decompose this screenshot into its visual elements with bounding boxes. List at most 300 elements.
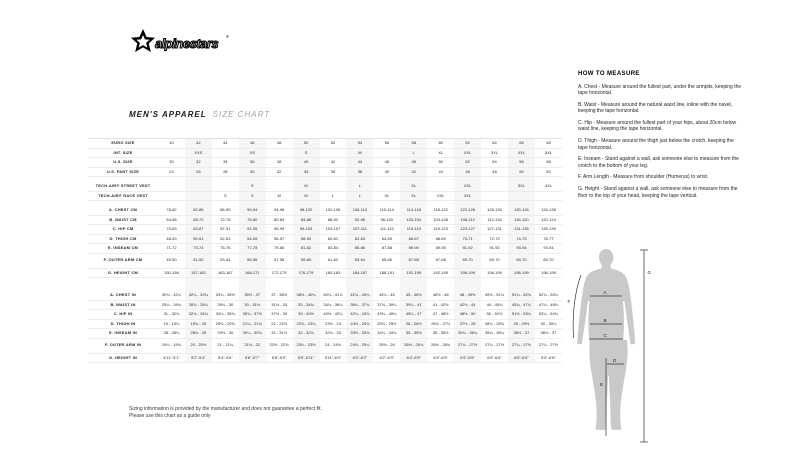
table-cell: 21¾ - 22 (239, 338, 266, 353)
table-cell: 28 (212, 167, 239, 177)
table-cell (212, 182, 239, 191)
table-cell: 68-69 (427, 234, 454, 244)
row-label: INT. SIZE (88, 148, 158, 158)
table-cell: 19¼ - 19¾ (158, 338, 185, 353)
table-cell: 126-130 (481, 206, 508, 215)
size-table-body (88, 139, 562, 363)
table-cell: 196-199 (535, 268, 562, 278)
table-cell: 32 (185, 158, 212, 168)
table-cell: 58 (535, 158, 562, 168)
table-cell: 75-76 (212, 244, 239, 254)
table-cell: 23¼ - 23½ (293, 338, 320, 353)
footer-disclaimer (129, 406, 322, 420)
table-cell: 44 - 45¾ (481, 300, 508, 310)
table-cell: 114-118 (400, 206, 427, 215)
table-cell (508, 191, 535, 201)
table-cell: 37 - 38½ (266, 291, 293, 300)
table-cell: 34¼ - 35¾ (212, 310, 239, 320)
table-cell: 98-102 (293, 206, 320, 215)
table-cell: L (400, 148, 427, 158)
table-cell: 39¼ - 41 (400, 300, 427, 310)
table-cell: 196-199 (481, 268, 508, 278)
table-cell: 68 (535, 139, 562, 149)
measure-item: D. Thigh - Measure around the thigh just below the crotch, keeping the tape horizontal. (578, 138, 734, 151)
table-cell (535, 191, 562, 201)
disclaimer-line-2: Please use this chart as a guide only (129, 413, 211, 419)
table-cell: 32¾ - 34¼ (185, 310, 212, 320)
table-cell: 52 (320, 139, 347, 149)
row-label: F. OUTER ARM IN (88, 338, 158, 353)
table-cell: 89-90 (400, 244, 427, 254)
table-cell: 91-95 (239, 225, 266, 235)
table-row (88, 167, 562, 177)
table-cell: 33¾ - 35½ (212, 291, 239, 300)
table-cell: XL (427, 148, 454, 158)
row-label: EURO SIZE (88, 139, 158, 149)
table-cell: 49-50 (158, 253, 185, 268)
table-cell: 26 - 26½ (400, 319, 427, 329)
table-cell: XL (400, 182, 427, 191)
table-row (88, 291, 562, 300)
row-label: A. CHEST CM (88, 206, 158, 215)
table-cell: 24 (158, 167, 185, 177)
table-cell (481, 191, 508, 201)
table-cell: 54 (481, 158, 508, 168)
table-cell: XXL (427, 191, 454, 201)
table-cell: 116-120 (508, 215, 535, 225)
table-cell: 40¼ - 41¾ (320, 291, 347, 300)
table-cell: 87-91 (212, 225, 239, 235)
table-row (88, 139, 562, 149)
row-label: E. INSEAM IN (88, 329, 158, 339)
table-cell: 30 (239, 167, 266, 177)
table-cell: 21 - 21¼ (212, 338, 239, 353)
table-cell (266, 148, 293, 158)
table-cell: 93-94 (535, 244, 562, 254)
table-cell: 123-127 (454, 225, 481, 235)
table-cell: 33½ - 33¾ (346, 329, 373, 339)
table-cell: 50 (508, 167, 535, 177)
table-cell: 176-179 (293, 268, 320, 278)
table-cell: 26½ - 26¾ (400, 338, 427, 353)
table-cell: 81-82 (293, 244, 320, 254)
row-label: C. HIP CM (88, 225, 158, 235)
table-cell: 54-55 (239, 234, 266, 244)
table-cell: 72-76 (212, 215, 239, 225)
table-cell: 90-94 (239, 206, 266, 215)
table-cell: 56 (508, 158, 535, 168)
table-cell: 26¾ - 28¼ (185, 300, 212, 310)
table-cell: 6'5"-6'6" (481, 353, 508, 363)
table-cell: 38 (266, 158, 293, 168)
table-cell: 69-70 (535, 253, 562, 268)
table-cell: 30¾ - 32¼ (158, 291, 185, 300)
table-spacer-cell (266, 278, 293, 292)
table-cell: 44 (212, 139, 239, 149)
row-label: G. HEIGHT CM (88, 268, 158, 278)
table-cell: 40½ - 42¼ (320, 310, 347, 320)
figure-label-waist: B (603, 318, 607, 323)
table-cell: 172-175 (266, 268, 293, 278)
table-cell: 27¼ - 27½ (481, 338, 508, 353)
table-cell: 99-103 (293, 225, 320, 235)
table-cell: 51¼ - 52¾ (508, 291, 535, 300)
table-cell: 80-84 (266, 215, 293, 225)
table-spacer-cell (346, 278, 373, 292)
table-cell: 35¾ - 37½ (239, 310, 266, 320)
table-cell: 192-195 (427, 268, 454, 278)
table-cell: M (293, 182, 320, 191)
table-cell: 72-73 (481, 234, 508, 244)
table-cell: 32 - 32¼ (293, 329, 320, 339)
registered-mark: ® (226, 34, 229, 39)
table-cell: 32¾ - 33 (320, 329, 347, 339)
table-cell: 50 - 51½ (481, 310, 508, 320)
row-label: D. THIGH IN (88, 319, 158, 329)
table-cell: 106-110 (346, 206, 373, 215)
table-cell: XL (400, 191, 427, 201)
table-cell: 31½ - 33 (266, 300, 293, 310)
table-cell: 31 - 31½ (266, 329, 293, 339)
table-cell: 35¾ - 36¼ (454, 329, 481, 339)
table-cell (427, 182, 454, 191)
table-cell: 26½ - 26¾ (427, 338, 454, 353)
table-cell: 19¾ - 20 (185, 319, 212, 329)
table-cell: 69-70 (454, 253, 481, 268)
table-cell (212, 148, 239, 158)
table-cell: 163-167 (212, 268, 239, 278)
table-cell: L (346, 191, 373, 201)
table-cell: 196-199 (508, 268, 535, 278)
table-cell: 34¼ - 34¾ (373, 329, 400, 339)
table-cell: 55-56 (239, 253, 266, 268)
table-row (88, 148, 562, 158)
table-spacer-cell (454, 278, 481, 292)
page-title (129, 110, 270, 119)
table-row (88, 338, 562, 353)
table-cell: 69-70 (481, 253, 508, 268)
table-spacer-cell (481, 278, 508, 292)
table-cell: 47¼ - 48¾ (535, 300, 562, 310)
table-cell: 110-114 (373, 206, 400, 215)
table-cell: 22 - 22½ (266, 319, 293, 329)
table-cell: 35 - 35½ (400, 329, 427, 339)
table-cell (320, 148, 347, 158)
table-cell: 30 (158, 158, 185, 168)
table-cell: 29½ - 30 (212, 329, 239, 339)
table-cell: 4'11"-5'1" (158, 353, 185, 363)
table-cell: 42½ - 44 (454, 300, 481, 310)
alpinestars-logo (128, 28, 234, 58)
table-cell: 150-156 (158, 268, 185, 278)
table-cell: 47 - 48½ (427, 310, 454, 320)
table-cell: 42¼ - 43¾ (346, 310, 373, 320)
table-cell: 6'5"-6'6" (535, 353, 562, 363)
table-cell: 96-100 (373, 215, 400, 225)
table-row (88, 300, 562, 310)
table-cell: 32 (266, 167, 293, 177)
table-cell: 38 (346, 167, 373, 177)
table-cell: 70-71 (454, 234, 481, 244)
table-cell: 45¼ - 47 (400, 310, 427, 320)
table-cell: 184-187 (346, 268, 373, 278)
table-cell: 135-139 (535, 225, 562, 235)
measure-list (578, 84, 742, 199)
table-cell: 60 (427, 139, 454, 149)
table-cell: 28¼ - 30 (212, 300, 239, 310)
table-cell: 5'9"-5'11" (293, 353, 320, 363)
table-cell: 62 (454, 139, 481, 149)
table-cell: 26 (185, 167, 212, 177)
table-cell: 5'4"-5'6" (212, 353, 239, 363)
table-cell: 41 - 42½ (427, 300, 454, 310)
table-cell: 79-83 (158, 225, 185, 235)
table-cell: 52 (454, 158, 481, 168)
table-cell: 19 - 19¼ (158, 319, 185, 329)
table-cell: 48 (481, 167, 508, 177)
table-cell: 27¼ - 27½ (535, 338, 562, 353)
table-cell: 41¾ - 43¼ (346, 291, 373, 300)
table-cell: 46 (454, 167, 481, 177)
table-cell: 37½ - 39 (266, 310, 293, 320)
table-cell: 111-115 (373, 225, 400, 235)
table-cell: 122-126 (454, 206, 481, 215)
table-cell: 188-191 (373, 268, 400, 278)
table-cell: 64 (481, 139, 508, 149)
table-cell: 56-57 (266, 234, 293, 244)
table-cell: 64-68 (158, 215, 185, 225)
table-cell (373, 148, 400, 158)
table-cell: 21¼ - 21¾ (239, 319, 266, 329)
table-cell: 74-75 (508, 234, 535, 244)
table-cell: 30 - 30¼ (535, 319, 562, 329)
table-row (88, 206, 562, 215)
table-cell: 73-74 (185, 244, 212, 254)
table-cell: 33 - 34¾ (293, 300, 320, 310)
table-cell: 30 - 31½ (239, 300, 266, 310)
table-cell: 48 - 49½ (454, 291, 481, 300)
row-label: U.S. SIZE (88, 158, 158, 168)
table-cell: 196-199 (454, 268, 481, 278)
row-label: G. HEIGHT IN (88, 353, 158, 363)
table-cell: XXS (185, 148, 212, 158)
table-cell: 50 (293, 139, 320, 149)
table-cell: 82-86 (185, 206, 212, 215)
table-cell: 42 (185, 139, 212, 149)
table-cell: 25¼ - 26¾ (158, 300, 185, 310)
table-cell: S (239, 191, 266, 201)
table-cell: 107-111 (346, 225, 373, 235)
table-row (88, 319, 562, 329)
table-cell: 53¼ - 54¾ (535, 310, 562, 320)
table-cell: 5'6"-5'7" (239, 353, 266, 363)
table-cell: 32¼ - 33¾ (185, 291, 212, 300)
table-cell: 40 (293, 158, 320, 168)
table-spacer-cell (373, 278, 400, 292)
table-cell: 38½ - 40¼ (293, 291, 320, 300)
table-row (88, 158, 562, 168)
table-cell: 35¾ - 36¼ (481, 329, 508, 339)
row-label: F. OUTER ARM CM (88, 253, 158, 268)
row-label: TECH-AIR® RACE VEST (88, 191, 158, 201)
table-cell: 6'5"-6'6" (508, 353, 535, 363)
table-cell: 59-60 (293, 253, 320, 268)
table-cell: 91-92 (481, 244, 508, 254)
table-cell: 5'2"-5'4" (185, 353, 212, 363)
measure-item: G. Height - Stand against a wall, ask someone else to measure from the floor to the top of your head, keeping the tape vertical. (578, 186, 738, 199)
table-cell: 42 (320, 158, 347, 168)
table-cell: 134-138 (535, 206, 562, 215)
table-cell: S (293, 148, 320, 158)
table-cell: 20½ - 20¾ (212, 319, 239, 329)
table-cell: 44 (427, 167, 454, 177)
table-cell: 30¼ - 30¾ (239, 329, 266, 339)
table-cell: 27¼ - 27½ (508, 338, 535, 353)
table-cell: 157-162 (185, 268, 212, 278)
table-cell: 88-92 (320, 215, 347, 225)
table-cell: 40 (373, 167, 400, 177)
table-cell: M (293, 191, 320, 201)
table-cell: 46½ - 48 (427, 291, 454, 300)
table-cell: 62-63 (346, 234, 373, 244)
figure-label-inseam: E (600, 382, 604, 387)
table-cell: 77-78 (239, 244, 266, 254)
how-to-measure-section (578, 71, 742, 204)
body-silhouette-icon (566, 246, 660, 451)
table-cell: 100-104 (400, 215, 427, 225)
table-cell: 27½ - 28 (454, 319, 481, 329)
table-row (88, 353, 562, 363)
measure-item: E. Inseam - Stand against a wall, ask someone else to measure from the crotch to the bottom of your leg. (578, 156, 739, 169)
table-row (88, 244, 562, 254)
table-cell: 5'11"-6'0" (320, 353, 347, 363)
table-cell: 50 (427, 158, 454, 168)
table-cell: 78-82 (158, 206, 185, 215)
table-cell (158, 148, 185, 158)
table-cell: 34 (212, 158, 239, 168)
table-cell: 28 - 28¼ (158, 329, 185, 339)
table-spacer-row (88, 278, 562, 292)
table-cell: 25½ - 26 (373, 338, 400, 353)
table-row (88, 234, 562, 244)
table-cell: 52-53 (212, 234, 239, 244)
figure-label-chest: A (603, 290, 607, 295)
row-label: TECH-AIR® STREET VEST (88, 182, 158, 191)
table-cell: 48 (400, 158, 427, 168)
table-cell: 63-64 (346, 253, 373, 268)
table-cell: 66-67 (400, 234, 427, 244)
table-cell: M (346, 148, 373, 158)
table-cell: 192-195 (400, 268, 427, 278)
table-cell: 34 (293, 167, 320, 177)
table-cell: 3XL (454, 191, 481, 201)
table-cell: 95-99 (266, 225, 293, 235)
table-cell: 36 (239, 158, 266, 168)
table-cell: 36½ - 37 (508, 329, 535, 339)
table-cell: 89-90 (427, 244, 454, 254)
table-cell: 3XL (508, 182, 535, 191)
figure-label-hip: C (603, 333, 607, 338)
table-cell: 94-98 (266, 206, 293, 215)
table-cell (320, 182, 347, 191)
table-cell: 64-65 (373, 234, 400, 244)
table-cell: 60-61 (320, 234, 347, 244)
table-cell: 6'2"-6'3" (373, 353, 400, 363)
table-row (88, 329, 562, 339)
table-cell: 22¾ - 23¼ (293, 319, 320, 329)
table-cell: 56 (373, 139, 400, 149)
table-spacer-cell (400, 278, 427, 292)
table-cell (373, 182, 400, 191)
measure-item: B. Waist - Measure around the natural waist line, inline with the navel, keeping the tape horizontal. (578, 102, 733, 115)
table-cell: 180-183 (320, 268, 347, 278)
table-cell: 4XL (508, 148, 535, 158)
table-cell: 6'4"-6'5" (400, 353, 427, 363)
table-cell: 6'4"-6'5" (427, 353, 454, 363)
row-label: B. WAIST IN (88, 300, 158, 310)
table-cell (158, 182, 185, 191)
table-cell: 25¼ - 25½ (373, 319, 400, 329)
row-label: B. WAIST CM (88, 215, 158, 225)
row-label: E. INSEAM CM (88, 244, 158, 254)
disclaimer-line-1: Sizing information is provided by the manufacturer and does not guarantee a perfect fit. (129, 406, 322, 412)
table-cell: 93-94 (508, 244, 535, 254)
size-chart-table (88, 138, 562, 363)
table-cell: 115-119 (400, 225, 427, 235)
table-cell: 36½ - 37 (535, 329, 562, 339)
table-cell: 46 (239, 139, 266, 149)
row-label: U.S. PANT SIZE (88, 167, 158, 177)
table-row (88, 268, 562, 278)
table-spacer-cell (508, 278, 535, 292)
table-cell: 35½ - 37 (239, 291, 266, 300)
table-cell: 51-52 (185, 253, 212, 268)
table-cell: 53-54 (212, 253, 239, 268)
table-cell: 91-92 (454, 244, 481, 254)
table-cell: 118-122 (427, 206, 454, 215)
table-cell: 43¼ - 45 (373, 291, 400, 300)
table-cell: 43¾ - 45¼ (373, 310, 400, 320)
table-cell: 112-116 (481, 215, 508, 225)
table-cell: 103-107 (320, 225, 347, 235)
table-cell: XS (239, 148, 266, 158)
table-cell: 67-68 (400, 253, 427, 268)
table-cell: 28¾ - 29 (185, 329, 212, 339)
table-spacer-cell (293, 278, 320, 292)
table-cell (185, 182, 212, 191)
table-cell: 127-131 (481, 225, 508, 235)
table-cell: 102-106 (320, 206, 347, 215)
table-cell: 45 - 46½ (400, 291, 427, 300)
table-cell: 28¼ - 28¾ (481, 319, 508, 329)
table-cell: 58-59 (293, 234, 320, 244)
table-row (88, 253, 562, 268)
table-cell: 24½ - 24¾ (346, 319, 373, 329)
table-cell: 131-135 (508, 225, 535, 235)
table-cell: 86-90 (212, 206, 239, 215)
figure-label-arm: F (567, 299, 571, 304)
table-cell: 48 (266, 139, 293, 149)
table-cell: 5'8"-5'9" (266, 353, 293, 363)
table-cell: 51½ - 53¼ (508, 310, 535, 320)
table-row (88, 225, 562, 235)
table-cell: 31 - 32¾ (158, 310, 185, 320)
table-cell (158, 191, 185, 201)
table-cell: 83-87 (185, 225, 212, 235)
row-label: C. HIP IN (88, 310, 158, 320)
table-cell (185, 191, 212, 201)
table-cell: 22½ - 22¾ (266, 338, 293, 353)
